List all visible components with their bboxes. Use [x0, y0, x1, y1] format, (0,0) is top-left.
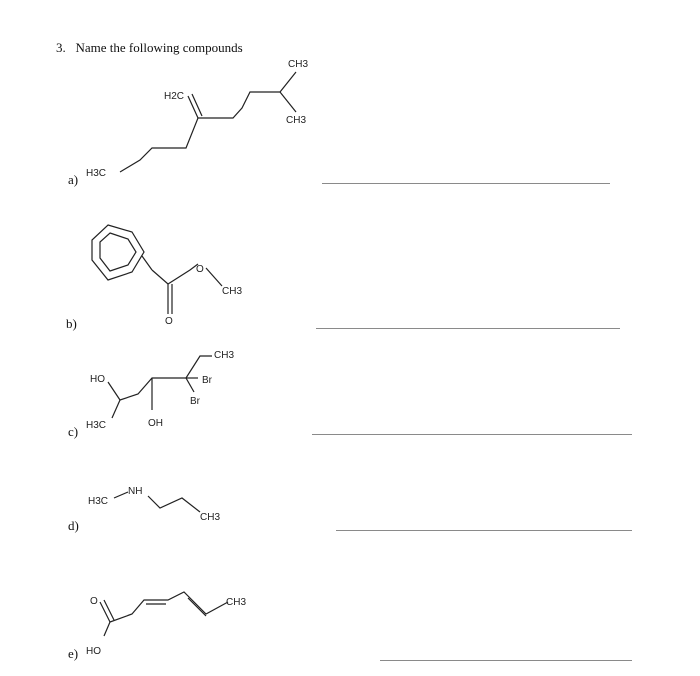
atom-e-3: HO — [86, 646, 101, 657]
atom-c-3: Br — [202, 375, 212, 386]
structure-e — [86, 592, 246, 657]
label-c: c) — [68, 424, 79, 439]
question-number: 3. — [56, 40, 66, 55]
atom-b-1: O — [196, 264, 204, 275]
label-b: b) — [66, 316, 77, 331]
structure-d — [88, 486, 220, 523]
atom-d-1: NH — [128, 486, 143, 497]
atom-a-4: H3C — [86, 168, 107, 179]
atom-b-2: CH3 — [222, 286, 243, 297]
atom-a-3: CH3 — [286, 115, 307, 126]
atom-c-4: Br — [190, 396, 200, 407]
atom-c-1: HO — [90, 374, 105, 385]
atom-c-6: OH — [148, 418, 163, 429]
atom-d-2: H3C — [88, 496, 109, 507]
atom-b-3: O — [165, 316, 173, 327]
atom-a-1: H2C — [164, 91, 185, 102]
atom-e-2: CH3 — [226, 597, 247, 608]
atom-e-1: O — [90, 596, 98, 607]
atom-c-5: H3C — [86, 420, 107, 431]
structure-b — [92, 225, 242, 327]
label-d: d) — [68, 518, 79, 533]
label-e: e) — [68, 646, 79, 661]
structure-c — [86, 350, 234, 431]
label-a: a) — [68, 172, 79, 187]
structure-a — [86, 59, 308, 179]
question-text: Name the following compounds — [75, 40, 243, 55]
atom-c-2: CH3 — [214, 350, 235, 361]
atom-d-3: CH3 — [200, 512, 221, 523]
atom-a-2: CH3 — [288, 59, 309, 70]
